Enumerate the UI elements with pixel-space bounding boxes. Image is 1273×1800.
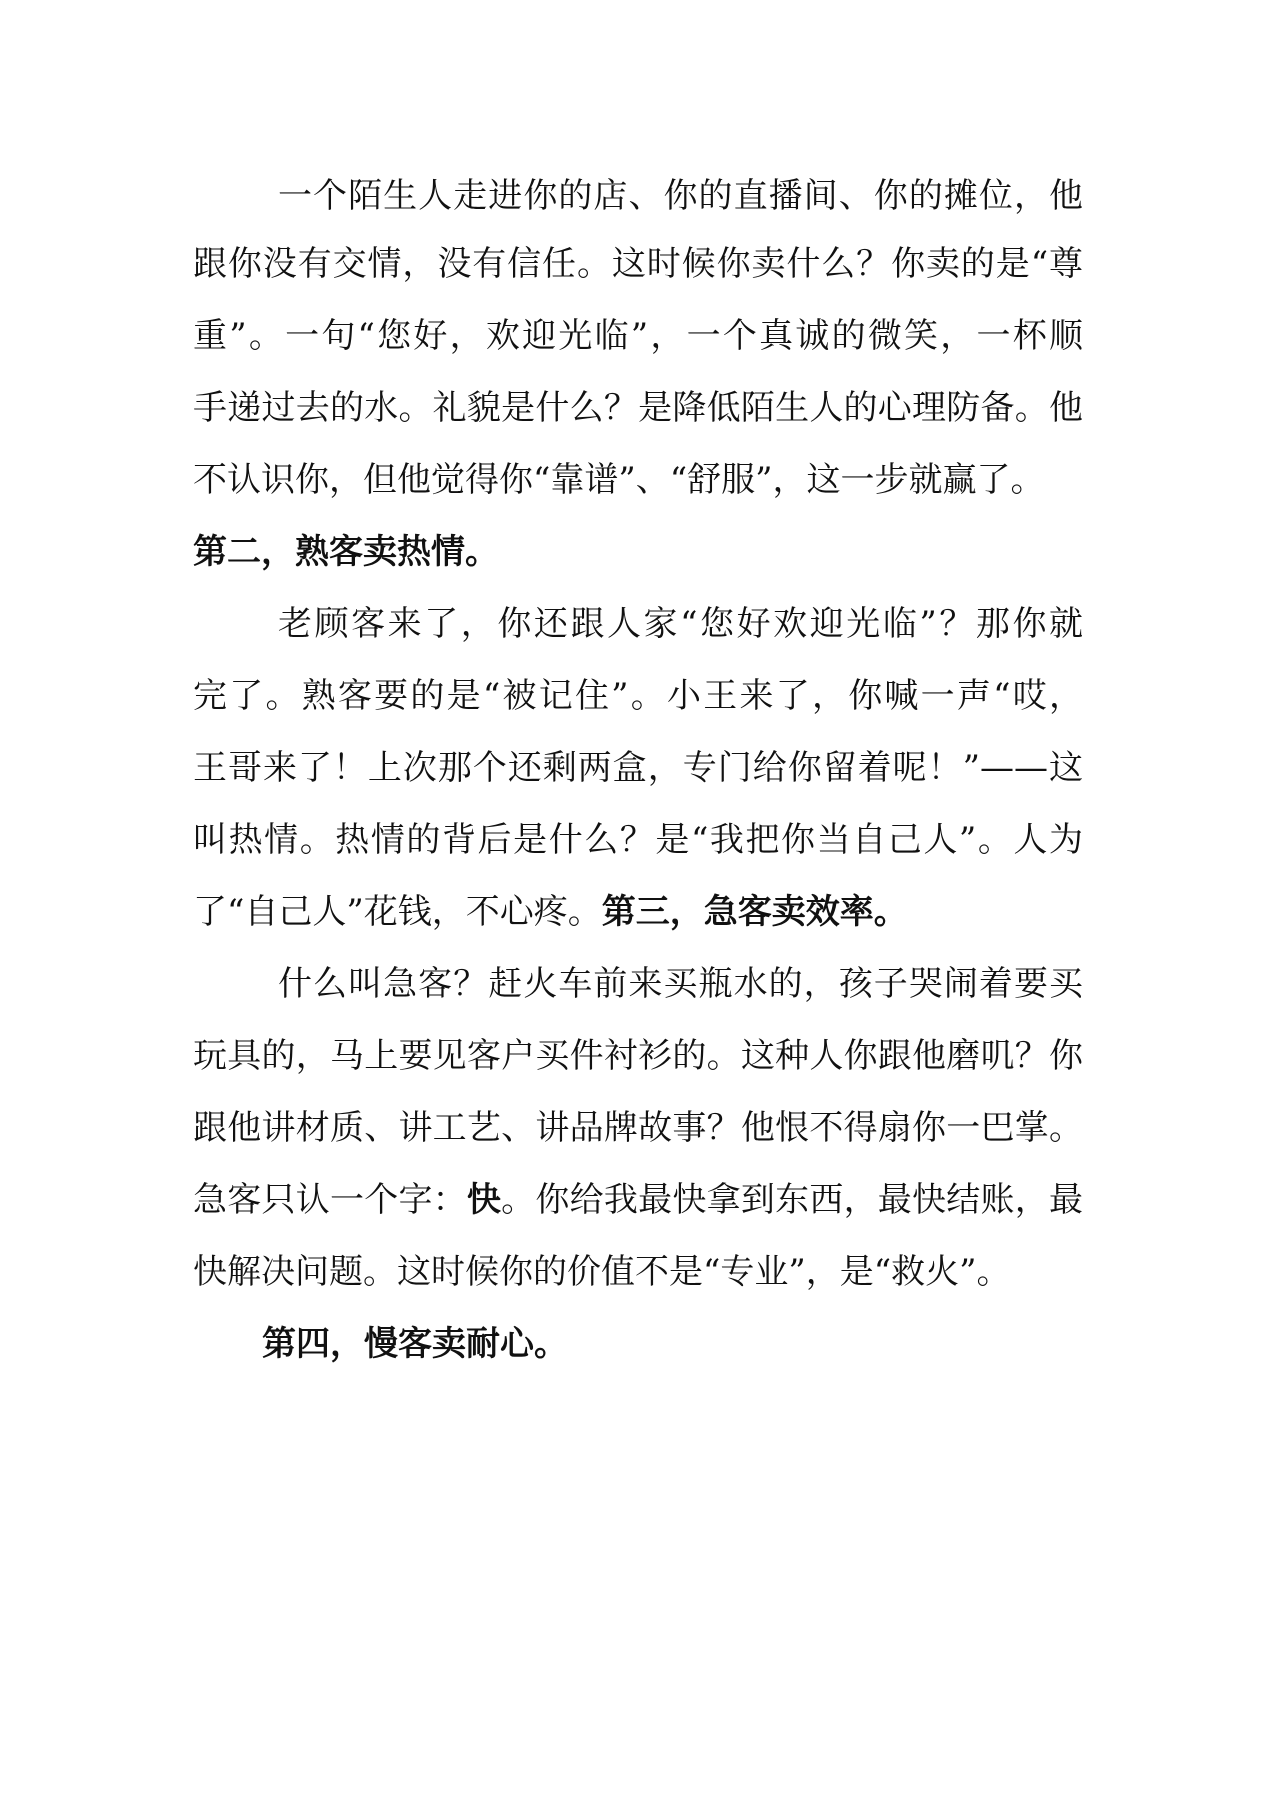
- paragraph-3-line-5: 快解决问题。这时候你的价值不是“专业”，是“救火”。: [193, 1252, 1011, 1292]
- paragraph-2-line-1: 老顾客来了，你还跟人家“您好欢迎光临”？那你就: [278, 604, 1083, 644]
- paragraph-2-line-5: [193, 888, 1083, 936]
- paragraph-1-line-1: 一个陌生人走进你的店、你的直播间、你的摊位，他: [278, 176, 1083, 216]
- paragraph-3-line-4-pre: 急客只认一个字：: [193, 1180, 467, 1220]
- emphasis-kuai: 快: [466, 1180, 502, 1220]
- section-heading-4: 第四，慢客卖耐心。: [262, 1324, 568, 1364]
- paragraph-3-line-1: 什么叫急客？赶火车前来买瓶水的，孩子哭闹着要买: [278, 964, 1083, 1004]
- paragraph-3-line-2: 玩具的，马上要见客户买件衬衫的。这种人你跟他磨叽？你: [193, 1036, 1083, 1076]
- paragraph-2-line-3: 王哥来了！上次那个还剩两盒，专门给你留着呢！”——这: [193, 748, 1083, 788]
- paragraph-3-line-4: [193, 1176, 1083, 1224]
- paragraph-1-line-5: 不认识你，但他觉得你“靠谱”、“舒服”，这一步就赢了。: [193, 460, 1045, 500]
- paragraph-2-line-5-text: 了“自己人”花钱，不心疼。: [193, 892, 602, 932]
- section-heading-3: 第三，急客卖效率。: [601, 892, 908, 932]
- paragraph-2-line-2: 完了。熟客要的是“被记住”。小王来了，你喊一声“哎，: [193, 676, 1083, 716]
- paragraph-1-line-2: 跟你没有交情，没有信任。这时候你卖什么？你卖的是“尊: [193, 244, 1083, 284]
- paragraph-1-line-3: 重”。一句“您好，欢迎光临”，一个真诚的微笑，一杯顺: [193, 316, 1083, 356]
- paragraph-2-line-4: 叫热情。热情的背后是什么？是“我把你当自己人”。人为: [193, 820, 1083, 860]
- paragraph-1-line-4: 手递过去的水。礼貌是什么？是降低陌生人的心理防备。他: [193, 388, 1083, 428]
- paragraph-3-line-3: 跟他讲材质、讲工艺、讲品牌故事？他恨不得扇你一巴掌。: [193, 1108, 1083, 1148]
- paragraph-3-line-4-post: 。你给我最快拿到东西，最快结账，最: [501, 1180, 1084, 1220]
- section-heading-2: 第二，熟客卖热情。: [193, 532, 499, 572]
